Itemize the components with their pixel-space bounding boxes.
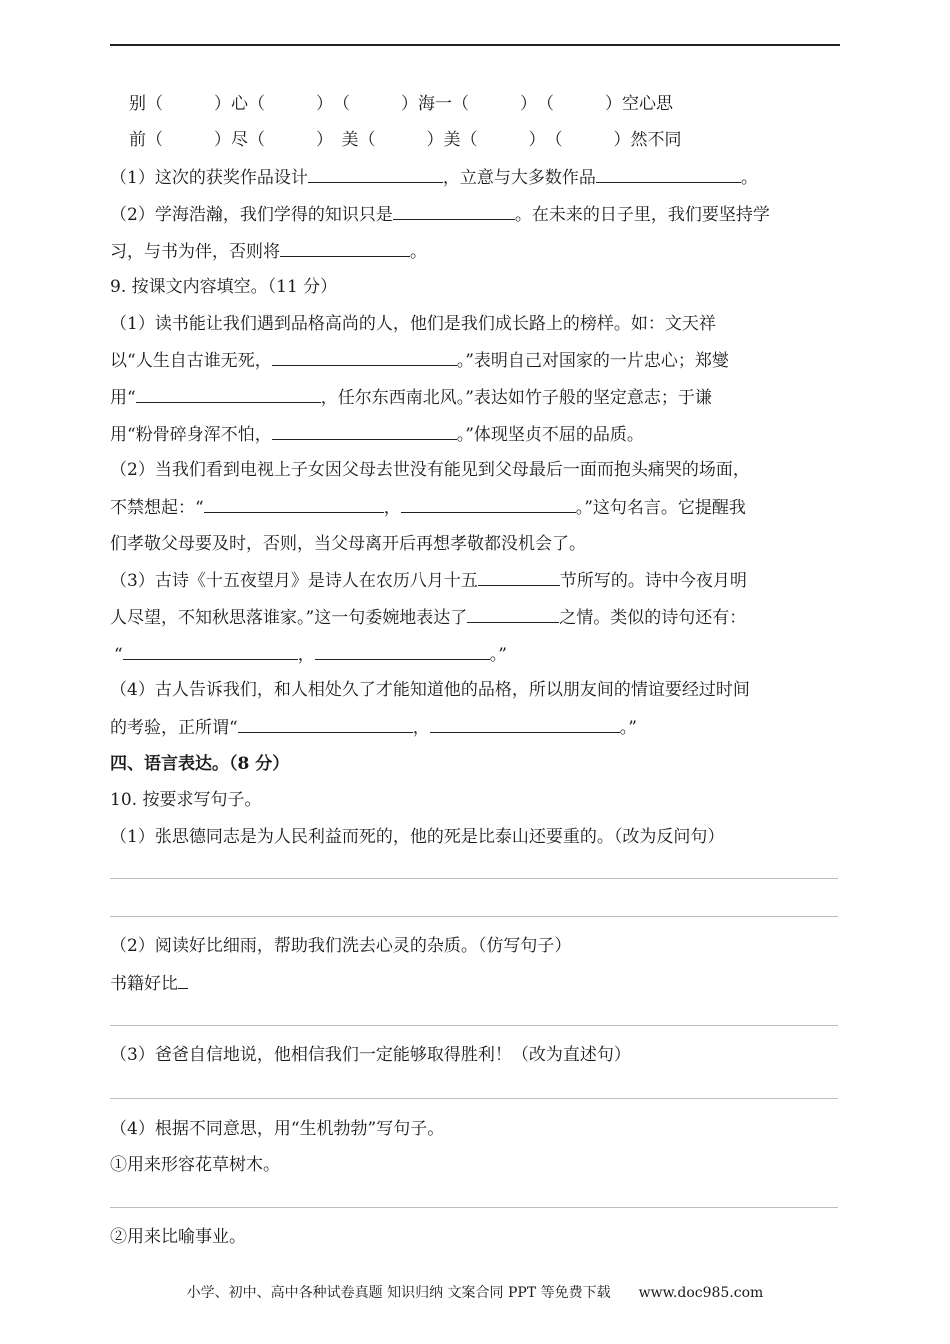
- blank[interactable]: [272, 423, 457, 440]
- q10-sentence-1: （1）张思德同志是为人民利益而死的，他的死是比泰山还要重的。（改为反问句）: [110, 827, 725, 847]
- q8-sentence-2: （2）学海浩瀚，我们学得的知识只是 。在未来的日子里，我们要坚持学: [110, 205, 770, 225]
- section-4-title: 四、语言表达。（8 分）: [110, 754, 290, 774]
- blank[interactable]: [467, 606, 559, 623]
- q9-p2-line3: 们孝敬父母要及时，否则，当父母离开后再想孝敬都没机会了。: [110, 534, 586, 554]
- q10-sentence-4b: ②用来比喻事业。: [110, 1227, 246, 1247]
- q10-sentence-4a: ①用来形容花草树木。: [110, 1155, 280, 1175]
- q9-p1-line2: 以“人生自古谁无死， 。”表明自己对国家的一片忠心；郑燮: [110, 351, 729, 371]
- blank[interactable]: [315, 643, 490, 660]
- blank[interactable]: [596, 166, 741, 183]
- answer-line[interactable]: [110, 878, 838, 879]
- blank[interactable]: [272, 349, 457, 366]
- answer-line[interactable]: [110, 1025, 838, 1026]
- q10-sentence-2-prompt: 书籍好比: [110, 972, 188, 995]
- blank[interactable]: [123, 643, 298, 660]
- q10-sentence-2: （2）阅读好比细雨，帮助我们洗去心灵的杂质。（仿写句子）: [110, 936, 572, 956]
- q9-p3-line2: 人尽望，不知秋思落谁家。”这一句委婉地表达了 之情。类似的诗句还有：: [110, 608, 747, 628]
- q10-sentence-4: （4）根据不同意思，用“生机勃勃”写句子。: [110, 1119, 445, 1139]
- q8-sentence-1: （1）这次的获奖作品设计 ，立意与大多数作品 。: [110, 168, 758, 188]
- header-rule: [110, 44, 840, 46]
- q10-sentence-3: （3）爸爸自信地说，他相信我们一定能够取得胜利！（改为直述句）: [110, 1045, 631, 1065]
- blank[interactable]: [136, 386, 321, 403]
- answer-line[interactable]: [110, 916, 838, 917]
- blank[interactable]: [178, 972, 188, 989]
- answer-line[interactable]: [110, 1207, 838, 1208]
- q9-p3-line3: “ ， 。”: [114, 645, 507, 665]
- q10-title: 10. 按要求写句子。: [110, 790, 262, 810]
- q9-p1-line4: 用“粉骨碎身浑不怕， 。”体现坚贞不屈的品质。: [110, 425, 644, 445]
- blank[interactable]: [204, 496, 384, 513]
- q9-p4-line2: 的考验，正所谓“ ， 。”: [110, 718, 637, 738]
- blank[interactable]: [280, 240, 410, 257]
- idiom-row-1: 别（ ）心（ ） （ ）海一（ ） （ ）空心思: [112, 94, 673, 114]
- blank[interactable]: [430, 716, 620, 733]
- blank[interactable]: [238, 716, 413, 733]
- blank[interactable]: [393, 203, 515, 220]
- idiom-row-2: 前（ ）尽（ ） 美（ ）美（ ） （ ）然不同: [112, 130, 682, 150]
- blank[interactable]: [401, 496, 576, 513]
- q9-p2-line2: 不禁想起：“ ， 。”这句名言。它提醒我: [110, 498, 746, 518]
- blank[interactable]: [308, 166, 443, 183]
- q9-p3-line1: （3）古诗《十五夜望月》是诗人在农历八月十五 节所写的。诗中今夜月明: [110, 571, 747, 591]
- q9-p4-line1: （4）古人告诉我们，和人相处久了才能知道他的品格，所以朋友间的情谊要经过时间: [110, 680, 750, 700]
- q9-p1-line3: 用“ ，任尔东西南北风。”表达如竹子般的坚定意志；于谦: [110, 388, 712, 408]
- q9-title: 9. 按课文内容填空。（11 分）: [110, 277, 338, 297]
- page-footer: 小学、初中、高中各种试卷真题 知识归纳 文案合同 PPT 等免费下载 www.doc985.com: [186, 1285, 764, 1301]
- blank[interactable]: [478, 569, 560, 586]
- q9-p2-line1: （2）当我们看到电视上子女因父母去世没有能见到父母最后一面而抱头痛哭的场面，: [110, 460, 750, 480]
- q8-sentence-2-cont: 习，与书为伴，否则将 。: [110, 242, 427, 262]
- answer-line[interactable]: [110, 1098, 838, 1099]
- q9-p1-line1: （1）读书能让我们遇到品格高尚的人，他们是我们成长路上的榜样。如：文天祥: [110, 314, 716, 334]
